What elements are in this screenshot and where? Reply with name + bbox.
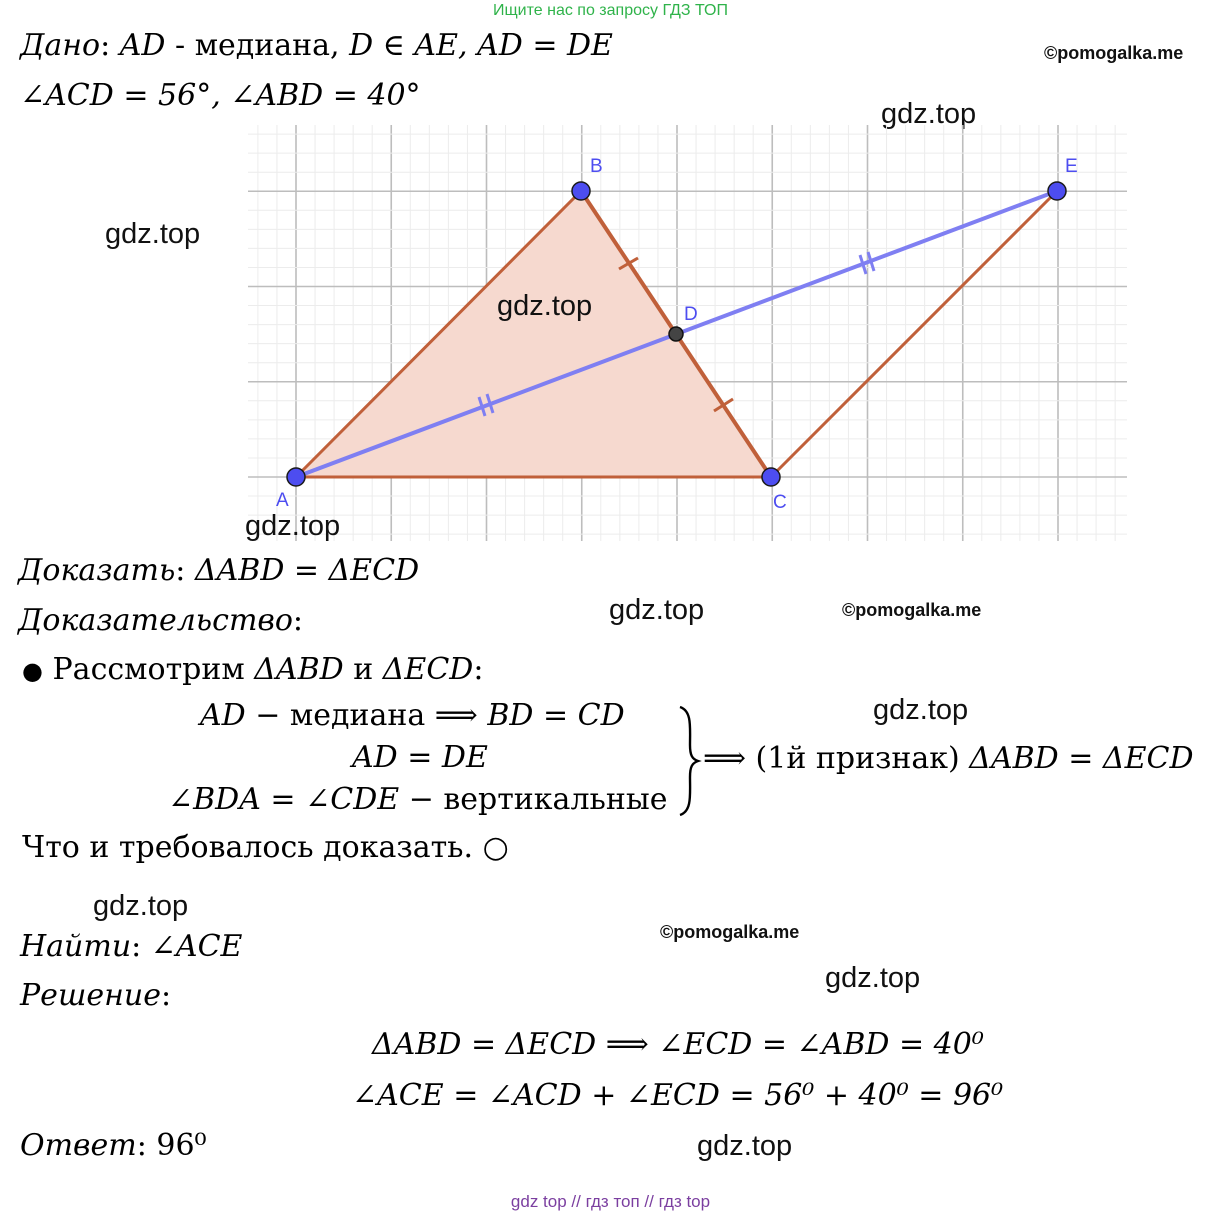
bullet-triangle-abd: ΔABD bbox=[254, 652, 344, 687]
point-c bbox=[762, 468, 780, 486]
given-line-1: Дано: AD - медиана, D ∈ AE, AD = DE bbox=[20, 28, 613, 63]
gdz-watermark-2: gdz.top bbox=[105, 218, 201, 250]
system-row-3 bbox=[168, 782, 667, 817]
prove-line: Доказать: ΔABD = ΔECD bbox=[18, 553, 420, 588]
bullet-and: и bbox=[343, 652, 383, 687]
bullet-colon: : bbox=[473, 652, 484, 687]
system-row-1 bbox=[200, 698, 625, 733]
solution-equation-2: ∠ACE = ∠ACD + ∠ECD = 56⁰ + 40⁰ = 96⁰ bbox=[352, 1078, 1004, 1113]
point-a bbox=[287, 468, 305, 486]
row3-text: − вертикальные bbox=[399, 782, 668, 817]
row1-equality: BD = CD bbox=[487, 698, 625, 733]
given-label: Дано bbox=[20, 28, 101, 63]
gdz-watermark-9: gdz.top bbox=[697, 1130, 793, 1162]
qed-line: Что и требовалось доказать. ○ bbox=[22, 830, 509, 865]
grid bbox=[248, 125, 1127, 541]
point-d bbox=[669, 327, 683, 341]
prove-label: Доказать bbox=[18, 553, 176, 588]
bottom-banner[interactable]: gdz top // гдз топ // гдз top bbox=[510, 1192, 711, 1211]
copyright-watermark-3: ©pomogalka.me bbox=[660, 922, 800, 942]
right-brace bbox=[672, 705, 702, 817]
gdz-watermark-3: gdz.top bbox=[497, 290, 593, 322]
copyright-watermark-2: ©pomogalka.me bbox=[842, 600, 982, 620]
label-a: A bbox=[276, 490, 289, 511]
point-e bbox=[1048, 182, 1066, 200]
top-banner[interactable]: Ищите нас по запросу ГДЗ ТОП bbox=[493, 2, 728, 19]
point-b bbox=[572, 182, 590, 200]
bullet-triangle-ecd: ΔECD bbox=[382, 652, 474, 687]
given-line-2: ∠ACD = 56°, ∠ABD = 40° bbox=[20, 78, 421, 113]
system-row-2: AD = DE bbox=[352, 740, 488, 775]
segment-ce bbox=[771, 191, 1057, 477]
gdz-watermark-7: gdz.top bbox=[93, 890, 189, 922]
given-median-text: - медиана, bbox=[165, 28, 350, 63]
copyright-watermark-1: ©pomogalka.me bbox=[1044, 43, 1184, 63]
bullet-text-consider: Рассмотрим bbox=[52, 652, 255, 687]
row3-angles: ∠BDA = ∠CDE bbox=[168, 782, 400, 817]
label-c: C bbox=[773, 492, 787, 513]
find-label: Найти bbox=[20, 929, 132, 964]
label-e: E bbox=[1065, 156, 1078, 177]
conclusion-text: ⟹ (1й признак) bbox=[703, 741, 970, 776]
system-conclusion bbox=[703, 741, 1194, 776]
label-d: D bbox=[684, 304, 698, 325]
given-median-segment: AD bbox=[119, 28, 166, 63]
row1-text: − медиана ⟹ bbox=[245, 698, 488, 733]
given-conditions: D ∈ AE, AD = DE bbox=[349, 28, 613, 63]
gdz-watermark-4: gdz.top bbox=[245, 510, 341, 542]
proof-bullet bbox=[22, 652, 483, 687]
gdz-watermark-5: gdz.top bbox=[609, 594, 705, 626]
label-b: B bbox=[590, 156, 603, 177]
row1-segment: AD bbox=[200, 698, 246, 733]
geometry-figure bbox=[0, 0, 1221, 560]
answer-line: Ответ: 96⁰ bbox=[20, 1128, 207, 1163]
bullet-dot: ● bbox=[22, 657, 43, 685]
find-target: ∠ACE bbox=[150, 929, 243, 964]
prove-statement: ΔABD = ΔECD bbox=[194, 553, 420, 588]
find-line: Найти: ∠ACE bbox=[20, 929, 243, 964]
solution-label: Решение bbox=[20, 978, 161, 1013]
gdz-watermark-1: gdz.top bbox=[881, 98, 977, 130]
gdz-watermark-8: gdz.top bbox=[825, 962, 921, 994]
solution-equation-1: ΔABD = ΔECD ⟹ ∠ECD = ∠ABD = 40⁰ bbox=[372, 1027, 984, 1062]
proof-heading: Доказательство: bbox=[18, 603, 304, 638]
triangle-abc bbox=[296, 191, 771, 477]
answer-label: Ответ bbox=[20, 1128, 137, 1163]
conclusion-equality: ΔABD = ΔECD bbox=[969, 741, 1194, 776]
gdz-watermark-6: gdz.top bbox=[873, 694, 969, 726]
answer-value: 96⁰ bbox=[156, 1128, 207, 1163]
solution-heading: Решение: bbox=[20, 978, 172, 1013]
proof-label: Доказательство bbox=[18, 603, 293, 638]
